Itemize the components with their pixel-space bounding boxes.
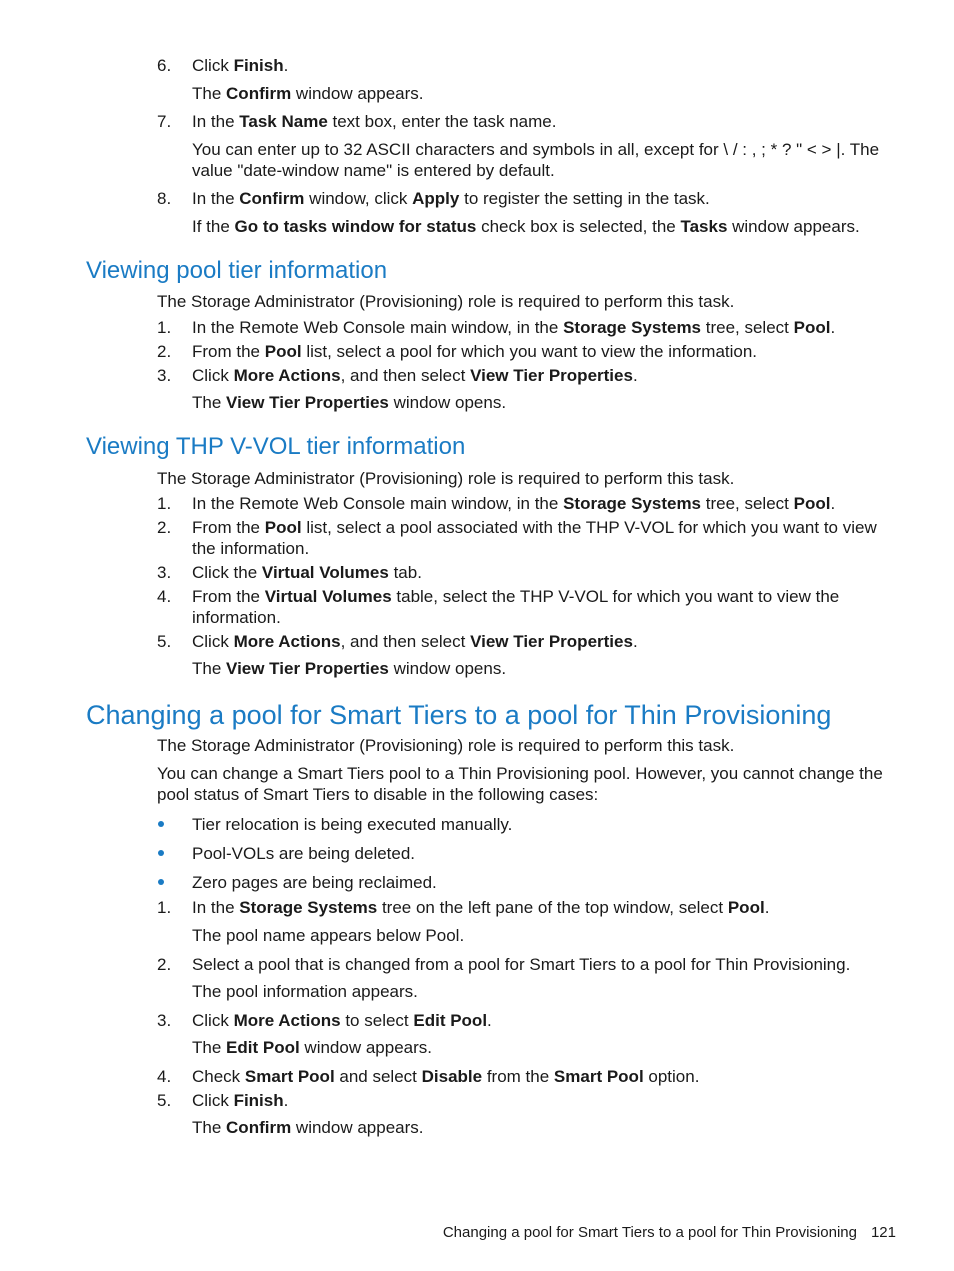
text: tree, select — [701, 494, 794, 513]
step-result — [192, 658, 892, 679]
step-number: 6. — [157, 56, 172, 75]
list-item: Zero pages are being reclaimed. — [192, 873, 437, 892]
section-description: You can change a Smart Tiers pool to a Thin Provisioning pool. However, you cannot change the pool status of Smart Tiers to disable in the following cases: — [157, 764, 883, 804]
text: window appears. — [727, 217, 860, 236]
ui-term: View Tier Properties — [226, 393, 389, 412]
step-number: 3. — [157, 1011, 172, 1030]
section-intro: The Storage Administrator (Provisioning) role is required to perform this task. — [157, 469, 735, 488]
step-text — [192, 1010, 892, 1031]
text: Click — [192, 1011, 234, 1030]
ui-term: Tasks — [680, 217, 728, 236]
text: window opens. — [388, 393, 507, 412]
step-text — [192, 562, 892, 583]
bullet-icon — [158, 814, 168, 824]
ui-term: View Tier Properties — [470, 366, 633, 385]
text: to select — [340, 1011, 414, 1030]
text: In the — [192, 898, 240, 917]
text: In the — [192, 112, 240, 131]
bullet-icon — [158, 872, 168, 882]
step-number: 2. — [157, 518, 172, 537]
ui-term: Virtual Volumes — [264, 587, 392, 606]
step-result — [192, 83, 892, 104]
text: . — [283, 1091, 289, 1110]
ui-term: Storage Systems — [563, 318, 702, 337]
text: From the — [192, 587, 265, 606]
ui-term: Virtual Volumes — [261, 563, 389, 582]
step-result — [192, 392, 892, 413]
ui-term: Finish — [233, 1091, 284, 1110]
step-number: 3. — [157, 366, 172, 385]
ui-term: Edit Pool — [413, 1011, 488, 1030]
step-number: 1. — [157, 318, 172, 337]
text: from the — [482, 1067, 554, 1086]
text: tree, select — [701, 318, 794, 337]
step-text — [192, 55, 892, 76]
ui-term: View Tier Properties — [226, 659, 389, 678]
text: In the Remote Web Console main window, in the — [192, 318, 564, 337]
text: The — [192, 1038, 227, 1057]
text: Click — [192, 1091, 234, 1110]
text: . — [830, 494, 836, 513]
text: The — [192, 1118, 227, 1137]
step-result: The pool information appears. — [192, 982, 418, 1001]
ui-term: Task Name — [239, 112, 328, 131]
ui-term: Disable — [421, 1067, 483, 1086]
ui-term: Smart Pool — [244, 1067, 335, 1086]
step-result — [192, 1117, 892, 1138]
step-number: 8. — [157, 189, 172, 208]
step-text — [192, 1066, 892, 1087]
text: table, select the THP V-VOL for which you want to view the information. — [192, 587, 840, 627]
step-text — [192, 111, 892, 132]
ui-term: View Tier Properties — [470, 632, 633, 651]
text: Click — [192, 56, 234, 75]
ui-term: Smart Pool — [553, 1067, 644, 1086]
ui-term: Pool — [793, 318, 831, 337]
ui-term: Pool — [727, 898, 765, 917]
ui-term: Confirm — [226, 1118, 292, 1137]
ui-term: Storage Systems — [239, 898, 378, 917]
text: The — [192, 84, 227, 103]
step-text — [192, 517, 892, 559]
text: If the — [192, 217, 235, 236]
step-number: 3. — [157, 563, 172, 582]
text: window appears. — [291, 84, 424, 103]
text: window, click — [304, 189, 413, 208]
section-heading: Viewing pool tier information — [86, 257, 388, 284]
ui-term: Pool — [793, 494, 831, 513]
step-text — [192, 365, 892, 386]
text: . — [283, 56, 289, 75]
chapter-heading: Changing a pool for Smart Tiers to a pool for Thin Provisioning — [86, 700, 832, 730]
step-number: 4. — [157, 587, 172, 606]
section-heading: Viewing THP V-VOL tier information — [86, 433, 466, 460]
ui-term: Storage Systems — [563, 494, 702, 513]
step-number: 2. — [157, 342, 172, 361]
text: list, select a pool for which you want to view the information. — [301, 342, 758, 361]
text: The — [192, 393, 227, 412]
ui-term: More Actions — [233, 632, 341, 651]
section-intro: The Storage Administrator (Provisioning) role is required to perform this task. — [157, 292, 735, 311]
step-text: Select a pool that is changed from a pool for Smart Tiers to a pool for Thin Provisioning. — [192, 955, 851, 974]
step-number: 5. — [157, 632, 172, 651]
text: and select — [334, 1067, 422, 1086]
page-number: 121 — [870, 1224, 896, 1241]
step-text — [192, 341, 892, 362]
text: window appears. — [291, 1118, 424, 1137]
step-text — [192, 1090, 892, 1111]
ui-term: Pool — [264, 518, 302, 537]
text: From the — [192, 342, 265, 361]
bullet-icon — [158, 843, 168, 853]
page-footer — [430, 1222, 896, 1243]
text: Click the — [192, 563, 262, 582]
text: Check — [192, 1067, 245, 1086]
step-text — [192, 493, 892, 514]
text: text box, enter the task name. — [327, 112, 557, 131]
step-text — [192, 897, 892, 918]
step-text — [192, 317, 892, 338]
step-result — [192, 216, 892, 237]
text: . — [764, 898, 770, 917]
text: . — [632, 632, 638, 651]
step-result — [192, 1037, 892, 1058]
footer-title: Changing a pool for Smart Tiers to a pool for Thin Provisioning — [442, 1224, 857, 1241]
ui-term: Pool — [264, 342, 302, 361]
ui-term: Finish — [233, 56, 284, 75]
step-number: 5. — [157, 1091, 172, 1110]
text: In the — [192, 189, 240, 208]
step-number: 1. — [157, 494, 172, 513]
step-text — [192, 188, 892, 209]
text: Click — [192, 366, 234, 385]
step-result: The pool name appears below Pool. — [192, 926, 465, 945]
text: The — [192, 659, 227, 678]
step-number: 1. — [157, 898, 172, 917]
ui-term: Go to tasks window for status — [234, 217, 477, 236]
ui-term: Edit Pool — [226, 1038, 300, 1057]
list-item: Tier relocation is being executed manually. — [192, 815, 513, 834]
text: , and then select — [340, 366, 471, 385]
text: tree on the left pane of the top window, select — [377, 898, 728, 917]
text: . — [830, 318, 836, 337]
section-intro: The Storage Administrator (Provisioning) role is required to perform this task. — [157, 736, 735, 755]
step-number: 7. — [157, 112, 172, 131]
ui-term: More Actions — [233, 1011, 341, 1030]
text: option. — [643, 1067, 700, 1086]
text: Click — [192, 632, 234, 651]
text: tab. — [388, 563, 422, 582]
text: , and then select — [340, 632, 471, 651]
ui-term: Confirm — [239, 189, 305, 208]
step-number: 4. — [157, 1067, 172, 1086]
ui-term: Confirm — [226, 84, 292, 103]
text: check box is selected, the — [476, 217, 681, 236]
text: From the — [192, 518, 265, 537]
list-item: Pool-VOLs are being deleted. — [192, 844, 416, 863]
text: window appears. — [299, 1038, 433, 1057]
step-text — [192, 586, 892, 628]
text: to register the setting in the task. — [459, 189, 710, 208]
text: . — [632, 366, 638, 385]
text: . — [487, 1011, 492, 1030]
ui-term: More Actions — [233, 366, 341, 385]
text: In the Remote Web Console main window, in the — [192, 494, 564, 513]
text: list, select a pool associated with the THP V-VOL for which you want to view the information. — [192, 518, 877, 558]
step-note: You can enter up to 32 ASCII characters and symbols in all, except for \ / : , ; * ? " < > |. The value "date-window name" is entered by default. — [192, 140, 880, 180]
text: window opens. — [388, 659, 507, 678]
step-number: 2. — [157, 955, 172, 974]
step-text — [192, 631, 892, 652]
ui-term: Apply — [412, 189, 460, 208]
